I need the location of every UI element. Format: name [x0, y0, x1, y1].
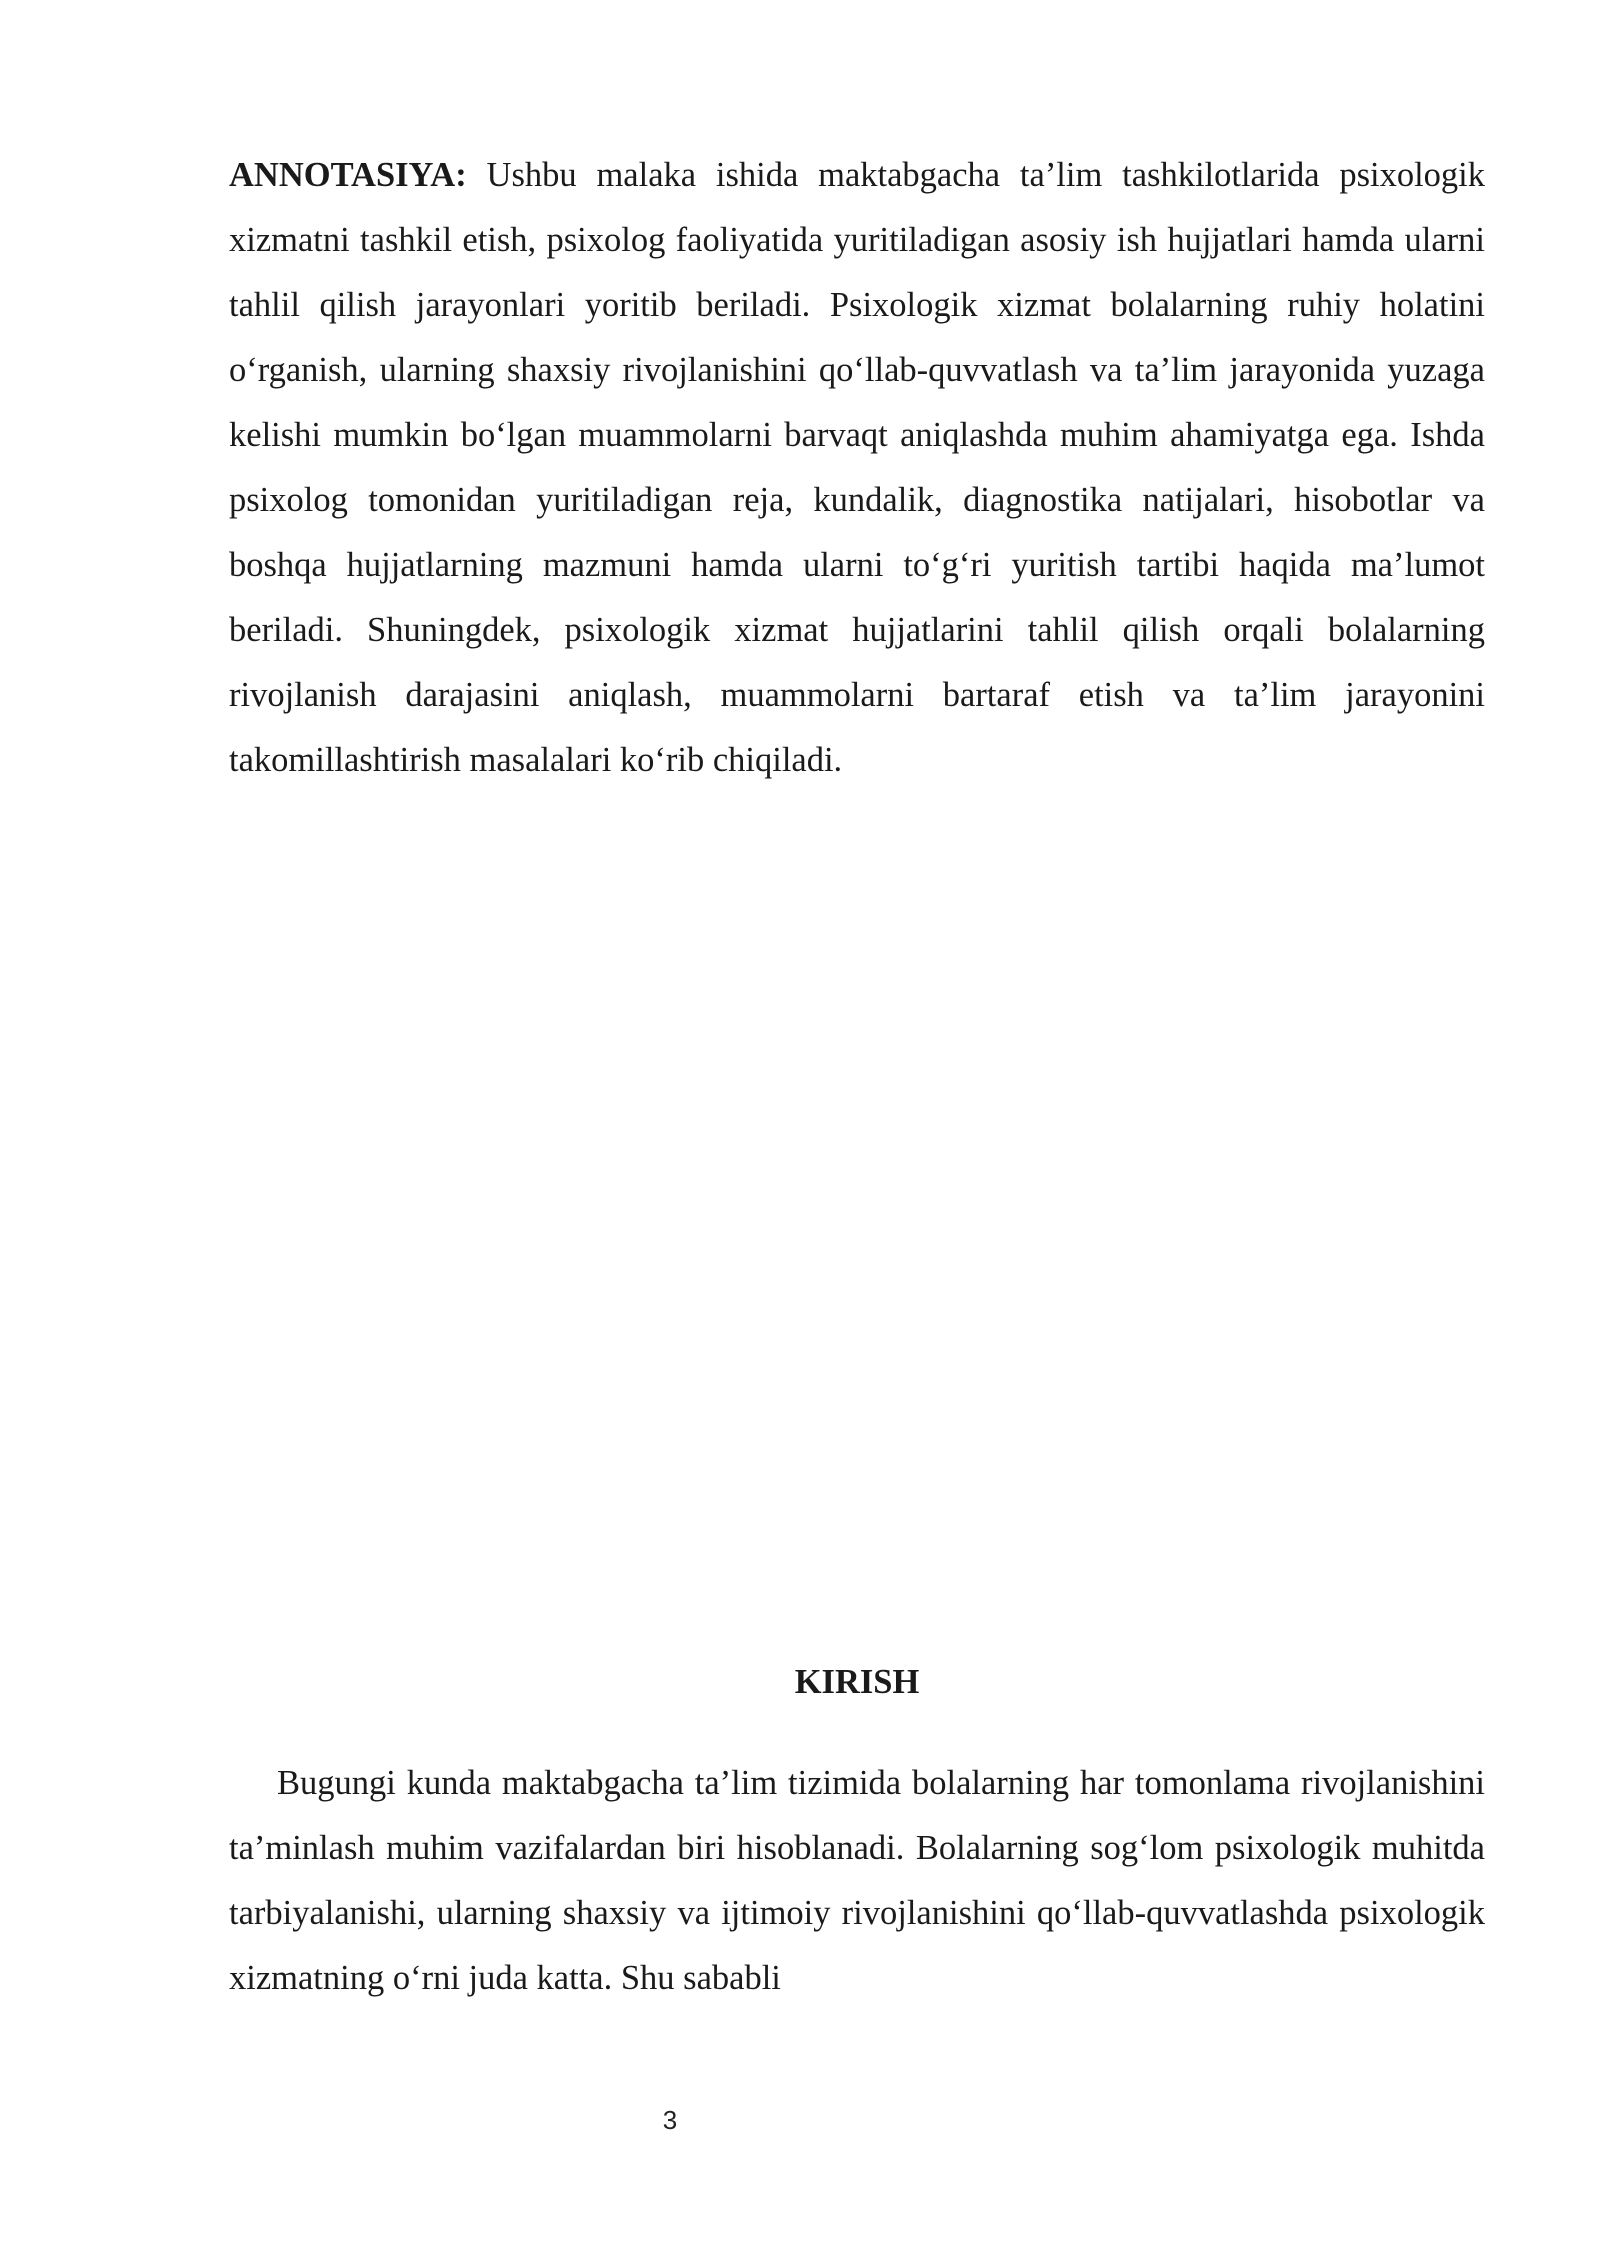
annotation-text: Ushbu malaka ishida maktabgacha ta’lim tashkilotlarida psixologik xizmatni tashkil etish, psixolog faoliyatida yuritiladigan asosiy ish hujjatlari hamda ularni tahlil qilish jarayonlari yoritib beriladi. Psixologik xizmat bolalarning ruhiy holatini o‘rganish, ularning shaxsiy rivojlanishini qo‘llab-quvvatlash va ta’lim jarayonida yuzaga kelishi mumkin bo‘lgan muammolarni barvaqt aniqlashda muhim ahamiyatga ega. Ishda psixolog tomonidan yuritiladigan reja, kundalik, diagnostika natijalari, hisobotlar va boshqa hujjatlarning mazmuni hamda ularni to‘g‘ri yuritish tartibi haqida ma’lumot beriladi. Shuningdek, psixologik xizmat hujjatlarini tahlil qilish orqali bolalarning rivojlanish darajasini aniqlash, muammolarni bartaraf etish va ta’lim jarayonini takomillashtirish masalalari ko‘rib chiqiladi.: [229, 156, 1486, 779]
introduction-paragraph: Bugungi kunda maktabgacha ta’lim tizimida bolalarning har tomonlama rivojlanishini ta’minlash muhim vazifalardan biri hisoblanadi. Bolalarning sog‘lom psixologik muhitda tarbiyalanishi, ularning shaxsiy va ijtimoiy rivojlanishini qo‘llab-quvvatlashda psixologik xizmatning o‘rni juda katta. Shu sababli: [229, 1764, 1485, 1997]
section-title-introduction: KIRISH: [794, 1663, 920, 1701]
annotation-label: ANNOTASIYA:: [229, 156, 467, 194]
page-number: 3: [662, 2105, 678, 2135]
annotation-paragraph: [229, 143, 1485, 793]
